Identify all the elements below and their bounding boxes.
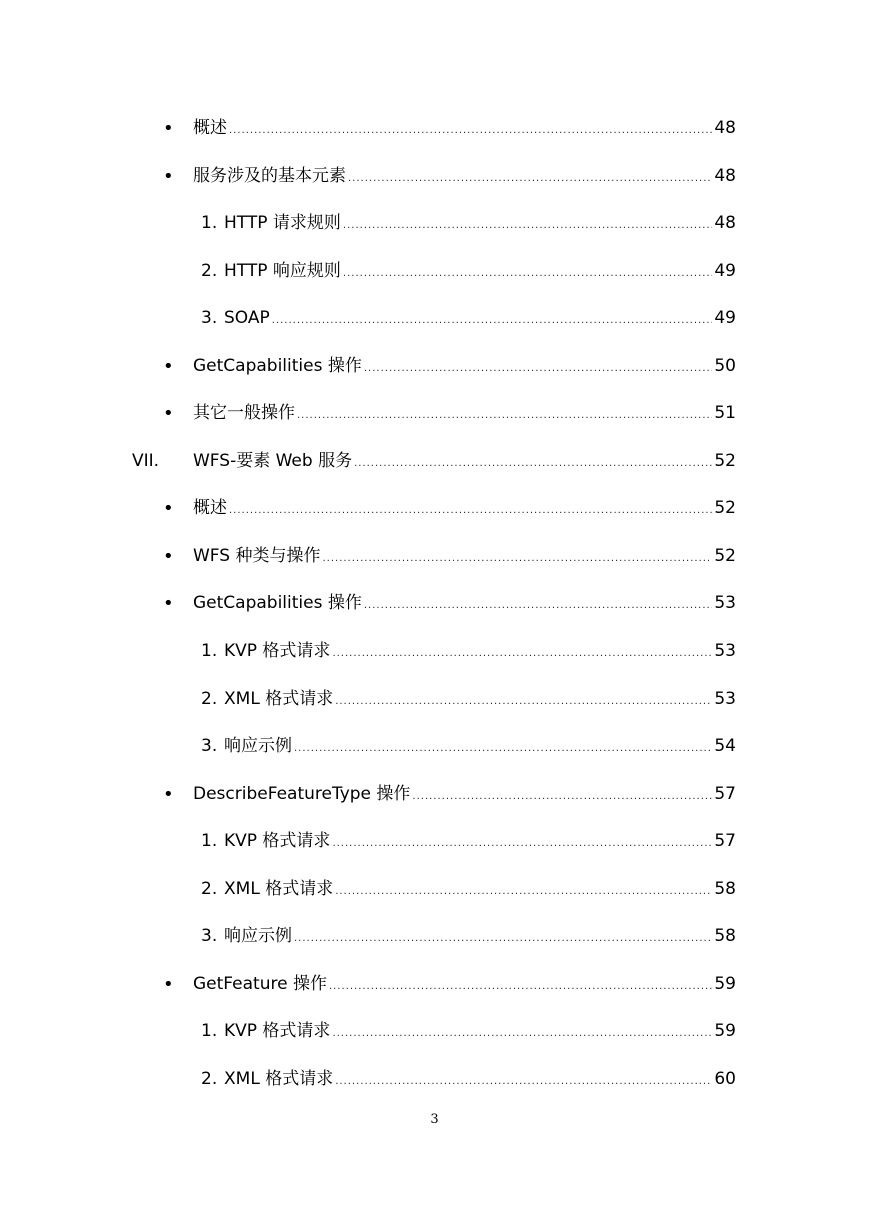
toc-entry-number: 1. (201, 213, 218, 234)
bullet-icon: • (163, 355, 174, 377)
toc-entry-title: HTTP 请求规则 (224, 213, 341, 234)
dot-leader (332, 820, 712, 868)
bullet-icon: • (163, 973, 174, 995)
toc-entry[interactable] (0, 961, 869, 1009)
dot-leader (335, 868, 712, 916)
toc-entry-title: KVP 格式请求 (224, 1021, 331, 1042)
page-number: 3 (430, 1112, 439, 1127)
toc-entry-page: 51 (714, 403, 736, 424)
toc-entry-line (193, 961, 736, 1011)
toc-entry-line (193, 438, 736, 488)
toc-entry-title: 概述 (193, 118, 227, 138)
toc-entry-page: 60 (714, 1068, 736, 1089)
toc-entry-line (224, 1008, 736, 1058)
toc-entry[interactable] (0, 438, 869, 486)
toc-entry-line (193, 390, 736, 440)
dot-leader (329, 963, 712, 1011)
toc-entry-line (193, 771, 736, 821)
toc-entry[interactable] (0, 723, 869, 771)
dot-leader (297, 392, 712, 440)
toc-entry-title: WFS 种类与操作 (193, 545, 321, 566)
bullet-icon: • (163, 165, 174, 187)
toc-entry-number: 2. (201, 1068, 218, 1089)
toc-entry-title: 响应示例 (224, 736, 292, 757)
toc-entry-line (224, 723, 736, 773)
toc-entry-number: 3. (201, 736, 218, 757)
toc-entry-page: 54 (714, 736, 736, 757)
toc-entry-number: VII. (132, 450, 160, 471)
toc-entry-title: GetCapabilities 操作 (193, 593, 362, 614)
toc-entry-line (193, 343, 736, 393)
toc-entry[interactable] (0, 485, 869, 533)
toc-entry-line (224, 913, 736, 963)
dot-leader (335, 678, 712, 726)
toc-entry[interactable] (0, 533, 869, 581)
toc-entry-line (224, 628, 736, 678)
toc-entry-page: 58 (714, 878, 736, 899)
toc-entry-line (224, 295, 736, 345)
toc-entry-number: 2. (201, 878, 218, 899)
toc-entry[interactable] (0, 343, 869, 391)
dot-leader (343, 202, 712, 250)
toc-entry[interactable] (0, 390, 869, 438)
toc-entry-line (193, 580, 736, 630)
bullet-icon: • (163, 403, 174, 425)
toc-entry-number: 3. (201, 308, 218, 329)
toc-entry[interactable] (0, 153, 869, 201)
dot-leader (322, 535, 712, 583)
dot-leader (272, 297, 713, 345)
toc-entry-title: XML 格式请求 (224, 1068, 334, 1089)
toc-entry-line (193, 153, 736, 203)
toc-entry[interactable] (0, 580, 869, 628)
toc-entry-title: 其它一般操作 (193, 403, 295, 424)
dot-leader (354, 440, 712, 488)
toc-entry-title: GetCapabilities 操作 (193, 355, 362, 376)
toc-entry[interactable] (0, 628, 869, 676)
bullet-icon: • (163, 545, 174, 567)
toc-entry-page: 53 (714, 593, 736, 614)
toc-entry-number: 2. (201, 260, 218, 281)
toc-entry-title: XML 格式请求 (224, 688, 334, 709)
dot-leader (332, 630, 712, 678)
toc-entry-title: KVP 格式请求 (224, 641, 331, 662)
toc-entry-page: 57 (714, 783, 736, 804)
toc-entry-title: 服务涉及的基本元素 (193, 165, 346, 186)
toc-entry-page: 52 (714, 545, 736, 566)
toc-entry-page: 48 (714, 118, 736, 138)
toc-entry[interactable] (0, 295, 869, 343)
toc-entry-line (224, 200, 736, 250)
toc-entry-line (193, 485, 736, 535)
toc-entry-line (193, 533, 736, 583)
toc-entry[interactable] (0, 1056, 869, 1104)
toc-entry[interactable] (0, 200, 869, 248)
dot-leader (335, 1058, 712, 1106)
toc-entry[interactable] (0, 676, 869, 724)
toc-entry-page: 53 (714, 641, 736, 662)
toc-entry-page: 48 (714, 165, 736, 186)
toc-entry-title: DescribeFeatureType 操作 (193, 783, 411, 804)
bullet-icon: • (163, 118, 174, 139)
toc-entry-line (193, 105, 736, 155)
toc-entry-title: XML 格式请求 (224, 878, 334, 899)
toc-entry-line (224, 866, 736, 916)
dot-leader (343, 250, 712, 298)
toc-entry-title: SOAP (224, 308, 270, 329)
bullet-icon: • (163, 593, 174, 615)
toc-entry-title: 概述 (193, 498, 227, 519)
toc-entry[interactable] (0, 771, 869, 819)
dot-leader (294, 725, 712, 773)
toc-entry-number: 1. (201, 1021, 218, 1042)
toc-entry-page: 48 (714, 213, 736, 234)
toc-entry-page: 52 (714, 498, 736, 519)
toc-entry-page: 49 (714, 260, 736, 281)
toc-entry-line (224, 248, 736, 298)
dot-leader (229, 487, 712, 535)
dot-leader (364, 582, 712, 630)
dot-leader (364, 345, 712, 393)
dot-leader (294, 915, 712, 963)
toc-entry-page: 49 (714, 308, 736, 329)
toc-entry[interactable] (0, 248, 869, 296)
toc-entry-page: 52 (714, 450, 736, 471)
toc-entry-number: 1. (201, 641, 218, 662)
toc-entry-line (224, 676, 736, 726)
toc-entry[interactable] (0, 818, 869, 866)
toc-entry[interactable] (0, 1008, 869, 1056)
toc-entry-page: 59 (714, 1021, 736, 1042)
toc-entry-title: 响应示例 (224, 926, 292, 947)
toc-entry-page: 50 (714, 355, 736, 376)
bullet-icon: • (163, 783, 174, 805)
toc-entry-title: WFS-要素 Web 服务 (193, 450, 353, 471)
toc-entry-number: 2. (201, 688, 218, 709)
toc-entry-title: HTTP 响应规则 (224, 260, 341, 281)
toc-entry-page: 58 (714, 926, 736, 947)
dot-leader (412, 773, 712, 821)
toc-entry[interactable] (0, 105, 869, 153)
toc-entry-page: 57 (714, 831, 736, 852)
toc-entry-page: 53 (714, 688, 736, 709)
toc-entry-line (224, 1056, 736, 1106)
toc-entry-title: GetFeature 操作 (193, 973, 327, 994)
toc-entry-page: 59 (714, 973, 736, 994)
toc-entry-number: 3. (201, 926, 218, 947)
table-of-contents (0, 105, 869, 1103)
dot-leader (229, 107, 712, 155)
toc-entry[interactable] (0, 866, 869, 914)
dot-leader (332, 1010, 712, 1058)
toc-entry-line (224, 818, 736, 868)
dot-leader (348, 155, 712, 203)
toc-entry[interactable] (0, 913, 869, 961)
bullet-icon: • (163, 498, 174, 520)
toc-entry-title: KVP 格式请求 (224, 831, 331, 852)
toc-entry-number: 1. (201, 831, 218, 852)
